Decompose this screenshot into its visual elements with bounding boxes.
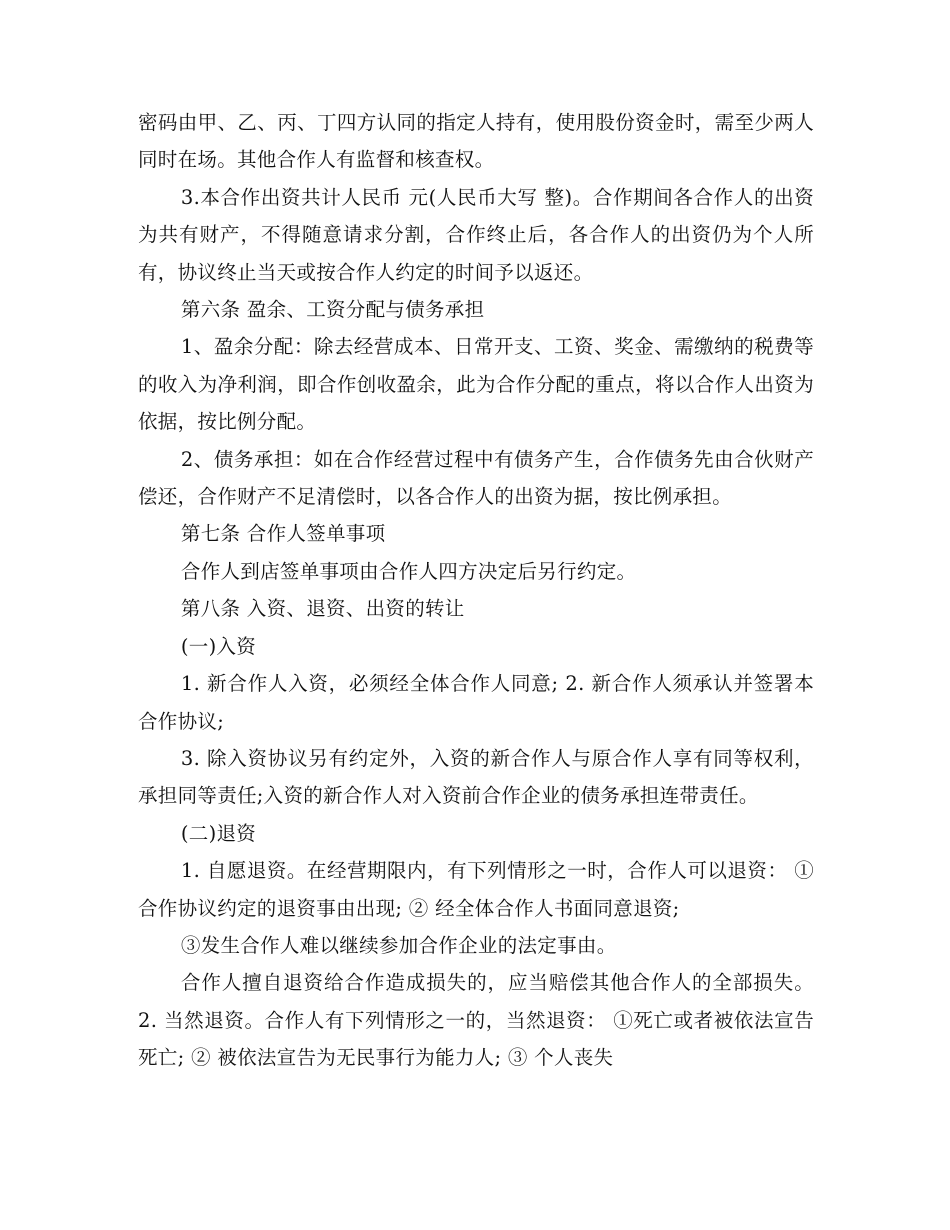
paragraph-voluntary-withdrawal: 1. 自愿退资。在经营期限内，有下列情形之一时，合作人可以退资： ①合作协议约定的退资事由出现; ② 经全体合作人书面同意退资; <box>138 859 814 920</box>
section-capital-entry-heading: (一)入资 <box>180 634 257 658</box>
document-body <box>138 104 814 1077</box>
paragraph-entry-rights: 3. 除入资协议另有约定外，入资的新合作人与原合作人享有同等权利，承担同等责任;入资的新合作人对入资前合作企业的债务承担连带责任。 <box>138 746 814 808</box>
paragraph-debt-bearing: 2、债务承担：如在合作经营过程中有债务产生，合作债务先由合伙财产偿还，合作财产不足清偿时，以各合作人的出资为据，按比例承担。 <box>138 447 814 509</box>
paragraph-2: 3.本合作出资共计人民币 元(人民币大写 整)。合作期间各合作人的出资为共有财产，不得随意请求分割，合作终止后，各合作人的出资仍为个人所有，协议终止当天或按合作人约定的时间予以返还。 <box>138 185 814 284</box>
paragraph-automatic-withdrawal: 合作人擅自退资给合作造成损失的，应当赔偿其他合作人的全部损失。 2. 当然退资。合作人有下列情形之一的，当然退资： ①死亡或者被依法宣告死亡; ② 被依法宣告为无民事行为能力人; ③ 个人丧失 <box>138 971 814 1070</box>
article-8-heading: 第八条 入资、退资、出资的转让 <box>180 597 465 621</box>
paragraph-legal-cause: ③发生合作人难以继续参加合作企业的法定事由。 <box>180 933 617 957</box>
article-6-heading: 第六条 盈余、工资分配与债务承担 <box>180 298 485 322</box>
paragraph-entry-consent: 1. 新合作人入资，必须经全体合作人同意; 2. 新合作人须承认并签署本合作协议; <box>138 672 814 733</box>
paragraph-1: 密码由甲、乙、丙、丁四方认同的指定人持有，使用股份资金时，需至少两人同时在场。其他合作人有监督和核查权。 <box>138 111 814 172</box>
paragraph-signing-matters: 合作人到店签单事项由合作人四方决定后另行约定。 <box>180 559 637 583</box>
article-7-heading: 第七条 合作人签单事项 <box>180 522 386 546</box>
section-withdrawal-heading: (二)退资 <box>180 821 257 845</box>
paragraph-surplus-distribution: 1、盈余分配：除去经营成本、日常开支、工资、奖金、需缴纳的税费等的收入为净利润，即合作创收盈余，此为合作分配的重点，将以合作人出资为依据，按比例分配。 <box>138 335 814 434</box>
